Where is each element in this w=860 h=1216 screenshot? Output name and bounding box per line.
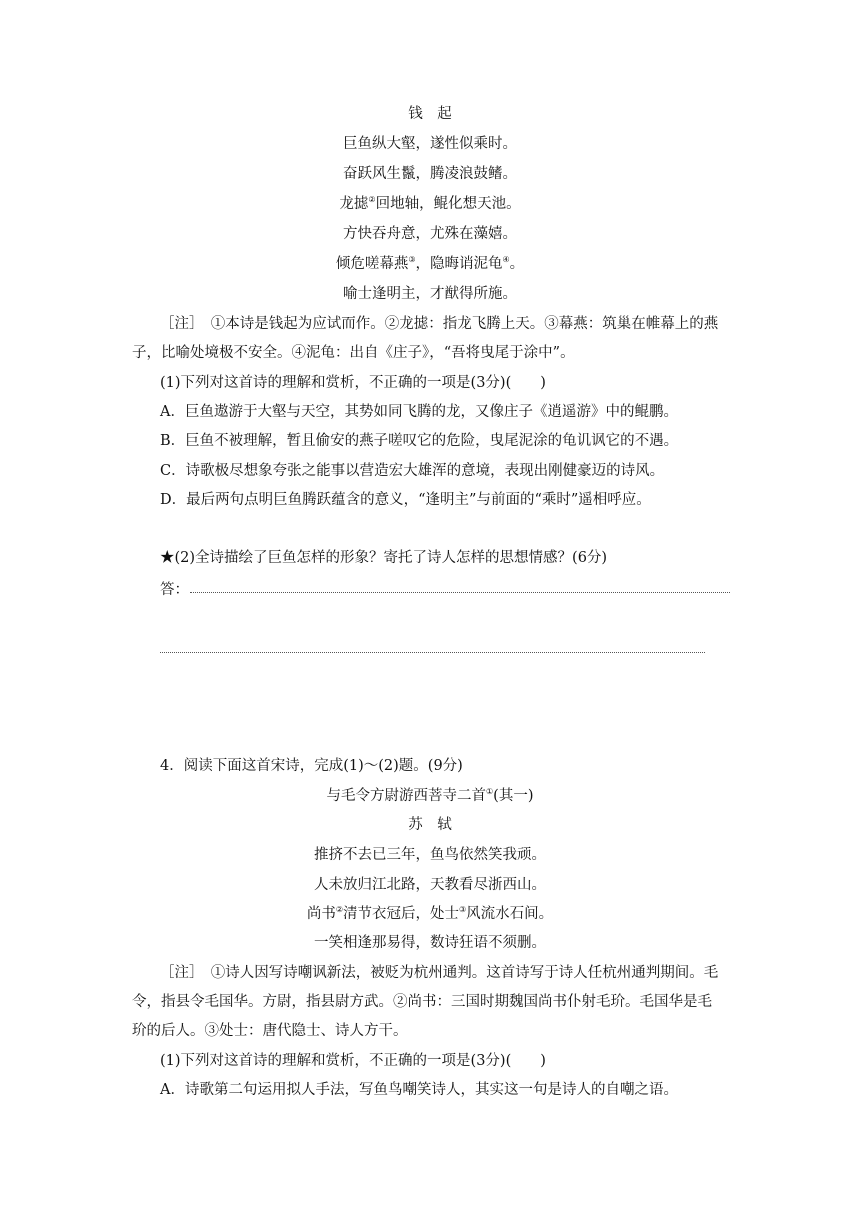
poem1-question-1: (1)下列对这首诗的理解和赏析，不正确的一项是(3分)( ) [160, 375, 546, 391]
poem1-note-line-1: ［注］ ①本诗是钱起为应试而作。②龙摅：指龙飞腾上天。③幕燕：筑巢在帷幕上的燕 [160, 316, 719, 332]
poem1-question-2: ★(2)全诗描绘了巨鱼怎样的形象？寄托了诗人怎样的思想情感？(6分) [160, 550, 608, 566]
poem2-author: 苏 轼 [408, 817, 452, 833]
poem2-line-4: 一笑相逢那易得，数诗狂语不须删。 [314, 935, 546, 951]
answer-label: 答： [160, 582, 189, 598]
poem1-author: 钱 起 [408, 106, 452, 122]
answer-line-2[interactable] [160, 652, 705, 653]
poem1-option-d: D．最后两句点明巨鱼腾跃蕴含的意义，“逢明主”与前面的“乘时”遥相呼应。 [160, 492, 651, 508]
footnote-mark: ② [368, 195, 376, 205]
poem1-line-2: 奋跃风生鬣，腾凌浪鼓鳍。 [343, 166, 517, 182]
poem2-title: 与毛令方尉游西菩寺二首①(其一) [326, 787, 534, 804]
poem1-line-1: 巨鱼纵大壑，遂性似乘时。 [343, 136, 517, 152]
poem2-option-a: A．诗歌第二句运用拟人手法，写鱼鸟嘲笑诗人，其实这一句是诗人的自嘲之语。 [160, 1082, 678, 1098]
poem1-line-5: 倾危嗟幕燕③，隐晦诮泥龟④。 [335, 255, 525, 272]
footnote-mark: ③ [408, 255, 416, 265]
poem1-option-a: A．巨鱼遨游于大壑与天空，其势如同飞腾的龙，又像庄子《逍遥游》中的鲲鹏。 [160, 404, 678, 420]
poem2-line-2: 人未放归江北路，天教看尽浙西山。 [314, 877, 546, 893]
poem1-line-3: 龙摅②回地轴，鲲化想天池。 [339, 195, 521, 212]
footnote-mark: ① [486, 787, 494, 797]
poem2-note-line-2: 令，指县令毛国华。方尉，指县尉方武。②尚书：三国时期魏国尚书仆射毛玠。毛国华是毛 [132, 994, 712, 1010]
poem2-note-line-3: 玠的后人。③处士：唐代隐士、诗人方干。 [132, 1023, 408, 1039]
footnote-mark: ② [335, 905, 343, 915]
poem2-line-3: 尚书②清节衣冠后，处士③风流水石间。 [306, 905, 554, 922]
footnote-mark: ③ [459, 905, 467, 915]
footnote-mark: ④ [502, 255, 510, 265]
poem1-option-b: B．巨鱼不被理解，暂且偷安的燕子嗟叹它的危险，曳尾泥涂的龟讥讽它的不遇。 [160, 433, 679, 449]
poem1-option-c: C．诗歌极尽想象夸张之能事以营造宏大雄浑的意境，表现出刚健豪迈的诗风。 [160, 463, 665, 479]
poem1-line-6: 喻士逢明主，才猷得所施。 [343, 286, 517, 302]
poem2-note-line-1: ［注］ ①诗人因写诗嘲讽新法，被贬为杭州通判。这首诗写于诗人任杭州通判期间。毛 [160, 965, 719, 981]
question-4-heading: 4．阅读下面这首宋诗，完成(1)～(2)题。(9分) [160, 758, 463, 774]
answer-line-1[interactable] [190, 592, 730, 593]
poem1-note-line-2: 子，比喻处境极不安全。④泥龟：出自《庄子》，“吾将曳尾于涂中”。 [132, 345, 575, 361]
poem2-line-1: 推挤不去已三年，鱼鸟依然笑我顽。 [314, 847, 546, 863]
poem2-question-1: (1)下列对这首诗的理解和赏析，不正确的一项是(3分)( ) [160, 1053, 546, 1069]
poem1-line-4: 方快吞舟意，尤殊在藻嬉。 [343, 226, 517, 242]
